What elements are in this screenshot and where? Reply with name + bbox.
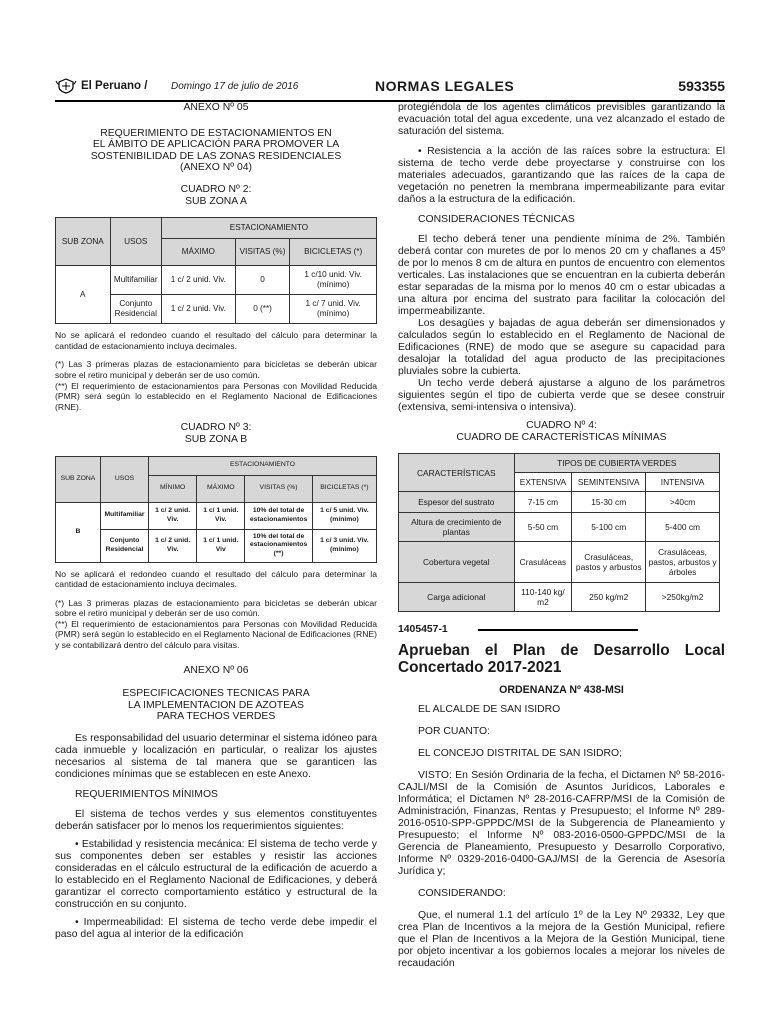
paragraph: El sistema de techos verdes y sus elementos constituyentes deberán satisfacer por lo menos los requerimientos siguientes: — [55, 809, 377, 833]
cuadro3-table — [55, 456, 377, 563]
paragraph: Los desagües y bajadas de agua deberán ser dimensionados y calculados según lo establecido en el Reglamento de Nacional de Edificaciones (RNE) de modo que se asegure su capacidad para desalojar la totalidad del agua producto de las precipitaciones pluviales sobre la cubierta. — [398, 318, 725, 377]
table-cell: 1 c/ 1 unid. Viv — [197, 529, 245, 562]
table-cell: 1 c/ 1 unid. Viv. — [197, 502, 245, 529]
bullet-item: • Impermeabilidad: El sistema de techo verde debe impedir el paso del agua al interior de la edificación — [55, 917, 377, 941]
cuadro4-title — [398, 420, 725, 443]
anexo5-subtitle-line: EL ÁMBITO DE APLICACIÓN PARA PROMOVER LA — [92, 139, 340, 151]
header-cell: EXTENSIVA — [514, 473, 572, 492]
table-cell: Crasuláceas, pastos y arbustos — [572, 542, 646, 583]
header-cell: INTENSIVA — [646, 473, 720, 492]
newspaper-name: El Peruano / — [81, 80, 148, 92]
table-cell: Conjunto Residencial — [100, 529, 148, 562]
paragraph: Un techo verde deberá ajustarse a alguno de los parámetros siguientes según el tipo de cubierta verde que se desee construir (extensiva, semi-intensiva o intensiva). — [398, 378, 725, 413]
paragraph: POR CUANTO: — [418, 726, 490, 737]
cuadro2-title-line: CUADRO Nº 2: — [180, 183, 252, 195]
anexo6-subtitle-line: ESPECIFICACIONES TECNICAS PARA — [122, 688, 310, 700]
right-column — [398, 102, 725, 970]
table-cell: 1 c/ 7 unid. Viv. (mínimo) — [290, 295, 377, 324]
header-cell: CARACTERÍSTICAS — [399, 454, 515, 492]
table-cell: 1 c/ 3 unid. Viv. (mínimo) — [312, 529, 376, 562]
anexo5-subtitle — [55, 128, 377, 174]
section-heading: CONSIDERACIONES TÉCNICAS — [418, 214, 575, 225]
cuadro3-title-line: CUADRO Nº 3: — [180, 422, 252, 434]
paragraph: VISTO: En Sesión Ordinaria de la fecha, el Dictamen Nº 58-2016-CAJLI/MSI de la Comisión de Asuntos Jurídicos, Laborales e Informática; el Dictamen Nº 28-2016-CAFRP/MSI de la Comisión de Administración, Finanzas, Rentas y Presupuesto; el Informe Nº 289-2016-0510-SPP-GPPDC/MSI de la Subgerencia de Planeamiento y Presupuesto; el Informe Nº 083-2016-0500-GPPDC/MSI de la Gerencia de Planeamiento, Presupuesto y Desarrollo Corporativo, Informe Nº 0329-2016-0400-GAJ/MSI de la Gerencia de Asesoría Jurídica y; — [398, 770, 725, 877]
header-cell: SEMINTENSIVA — [572, 473, 646, 492]
bullet-item: • Resistencia a la acción de las raíces sobre la estructura: El sistema de techo verde debe proyectarse y construirse con los materiales adecuados, garantizando que las raíces de la capa de vegetación no penetren la membrana impermeabilizante para evitar daños a la estructura de la edificación. — [398, 146, 725, 205]
header-cell: USOS — [100, 456, 148, 502]
paragraph: EL ALCALDE DE SAN ISIDRO — [418, 704, 561, 715]
header-cell: MÁXIMO — [161, 239, 235, 266]
header-cell: BICICLETAS (*) — [290, 239, 377, 266]
header-cell: MÁXIMO — [197, 475, 245, 502]
anexo6-title: ANEXO Nº 06 — [183, 664, 249, 676]
table-cell: 5-100 cm — [572, 513, 646, 542]
table-cell: 15-30 cm — [572, 492, 646, 513]
table-cell: 250 kg/m2 — [572, 583, 646, 612]
cuadro3-title — [55, 422, 377, 445]
header-cell: SUB ZONA — [56, 456, 101, 502]
table-cell: 0 — [235, 266, 290, 295]
header-cell: MÍNIMO — [149, 475, 197, 502]
table-cell: Multifamiliar — [110, 266, 161, 295]
table-cell: 1 c/ 2 unid. Viv. — [149, 529, 197, 562]
table-cell: Espesor del sustrato — [399, 492, 515, 513]
note: No se aplicará el redondeo cuando el resultado del cálculo para determinar la cantidad de estacionamiento incluya decimales. — [55, 568, 377, 590]
note: (*) Las 3 primeras plazas de estacionamiento para bicicletas se deberán ubicar sobre el retiro municipal y deberán ser de uso común. — [55, 359, 377, 380]
cuadro3-title-line: SUB ZONA B — [184, 433, 248, 445]
table-cell: 10% del total de estacionamientos (**) — [245, 529, 312, 562]
cuadro2-title-line: SUB ZONA A — [185, 195, 247, 207]
table-cell: Crasuláceas, pastos, arbustos y árboles — [646, 542, 720, 583]
anexo5-subtitle-line: REQUERIMIENTO DE ESTACIONAMIENTOS EN — [100, 127, 332, 139]
table-cell: B — [56, 502, 101, 562]
anexo5-title: ANEXO Nº 05 — [183, 102, 249, 113]
left-column — [55, 102, 377, 941]
header-cell: ESTACIONAMIENTO — [161, 218, 376, 239]
paragraph: Es responsabilidad del usuario determinar el sistema idóneo para cada inmueble y localización en particular, o realizar los ajustes necesarios al sistema de tal manera que se garanticen las condiciones mínimas que se establecen en este Anexo. — [55, 733, 377, 781]
article-headline: Aprueban el Plan de Desarrollo Local Concertado 2017-2021 — [398, 642, 725, 676]
table-cell: Multifamiliar — [100, 502, 148, 529]
table-cell: Carga adicional — [399, 583, 515, 612]
ordinance-number: ORDENANZA Nº 438-MSI — [499, 684, 624, 696]
paragraph: CONSIDERANDO: — [418, 888, 506, 899]
page-header — [55, 76, 725, 102]
anexo6-subtitle-line: PARA TECHOS VERDES — [156, 711, 276, 723]
table-cell: 10% del total de estacionamientos — [245, 502, 312, 529]
header-cell: ESTACIONAMIENTO — [149, 456, 377, 475]
header-cell: VISITAS (%) — [235, 239, 290, 266]
table-cell: 1 c/ 2 unid. Viv. — [149, 502, 197, 529]
paragraph: protegiéndola de los agentes climáticos previsibles garantizando la evacuación total del agua excedente, una vez alcanzado el estado de saturación del sistema. — [398, 102, 725, 137]
anexo6-subtitle — [55, 688, 377, 723]
header-cell: USOS — [110, 218, 161, 266]
paragraph: Que, el numeral 1.1 del artículo 1º de la Ley Nº 29332, Ley que crea Plan de Incentivos a la mejora de la Gestión Municipal, refiere que el Plan de Incentivos a la Mejora de la Gestión Municipal, tiene por objeto incentivar a los gobiernos locales a mejorar los niveles de recaudación — [398, 910, 725, 969]
section-title: NORMAS LEGALES — [375, 78, 515, 94]
header-cell: SUB ZONA — [56, 218, 111, 266]
table-cell: 110-140 kg/ m2 — [514, 583, 572, 612]
document-code: 1405457-1 — [398, 624, 448, 636]
table-cell: 1 c/ 2 unid. Viv. — [161, 295, 235, 324]
table-cell: >250kg/m2 — [646, 583, 720, 612]
section-heading: REQUERIMIENTOS MÍNIMOS — [75, 789, 218, 801]
cuadro4-title-line: CUADRO DE CARACTERÍSTICAS MÍNIMAS — [456, 431, 667, 443]
header-cell: VISITAS (%) — [245, 475, 312, 502]
table-cell: 7-15 cm — [514, 492, 572, 513]
table-cell: 1 c/10 unid. Viv. (mínimo) — [290, 266, 377, 295]
note: (**) El requerimiento de estacionamientos para Personas con Movilidad Reducida (PMR) será según lo establecido en el Reglamento Nacional de Edificaciones (RNE) y se contabilizará dentro del cálculo para visitas. — [55, 618, 377, 651]
cuadro2-title — [55, 184, 377, 207]
table-cell: 1 c/ 2 unid. Viv. — [161, 266, 235, 295]
paragraph: EL CONCEJO DISTRITAL DE SAN ISIDRO; — [418, 748, 622, 759]
header-cell: BICICLETAS (*) — [312, 475, 376, 502]
anexo5-subtitle-line: SOSTENIBILIDAD DE LAS ZONAS RESIDENCIALES — [90, 150, 342, 162]
table-cell: A — [56, 266, 111, 324]
table-cell: >40cm — [646, 492, 720, 513]
table-cell: Cobertura vegetal — [399, 542, 515, 583]
table-cell: 5-50 cm — [514, 513, 572, 542]
page-number: 593355 — [678, 78, 725, 94]
paragraph: El techo deberá tener una pendiente mínima de 2%. También deberá contar con muretes de por lo menos 20 cm y chaflanes a 45º de por lo menos 8 cm de altura en puntos de encuentro con elementos verticales. Las instalaciones que se encuentran en la cubierta deberán estar separadas de la misma por lo menos 40 cm o estar ubicadas a una altura por encima del sustrato para facilitar la colocación del impermeabilizante. — [398, 234, 725, 317]
cuadro4-title-line: CUADRO Nº 4: — [526, 420, 597, 431]
note: (**) El requerimiento de estacionamientos para Personas con Movilidad Reducida (PMR) será según lo establecido en el Reglamento Nacional de Edificaciones (RNE). — [55, 380, 377, 412]
note: (*) Las 3 primeras plazas de estacionamiento para bicicletas se deberán ubicar sobre el retiro municipal y deberán ser de uso común. — [55, 597, 377, 619]
table-cell: Altura de crecimiento de plantas — [399, 513, 515, 542]
issue-date: Domingo 17 de julio de 2016 — [171, 81, 299, 92]
coat-of-arms-icon — [55, 78, 77, 94]
anexo6-subtitle-line: LA IMPLEMENTACION DE AZOTEAS — [128, 699, 304, 711]
anexo5-subtitle-line: (ANEXO Nº 04) — [180, 162, 252, 174]
table-cell: Crasuláceas — [514, 542, 572, 583]
bullet-item: • Estabilidad y resistencia mecánica: El sistema de techo verde y sus componentes deben ser estables y resistir las acciones consideradas en el cálculo estructural de la edificación de acuerdo a lo establecido en el Reglamento Nacional de Edificaciones, y deberá garantizar el correcto comportamiento estático y estructural de la construcción en su conjunto. — [55, 839, 377, 911]
header-cell: TIPOS DE CUBIERTA VERDES — [514, 454, 719, 473]
cuadro2-table — [55, 217, 377, 324]
cuadro4-table — [398, 453, 720, 612]
note: No se aplicará el redondeo cuando el resultado del cálculo para determinar la cantidad de estacionamiento incluya decimales. — [55, 330, 377, 351]
table-cell: 5-400 cm — [646, 513, 720, 542]
table-cell: 0 (**) — [235, 295, 290, 324]
table-cell: Conjunto Residencial — [110, 295, 161, 324]
table-cell: 1 c/ 5 unid. Viv. (mínimo) — [312, 502, 376, 529]
